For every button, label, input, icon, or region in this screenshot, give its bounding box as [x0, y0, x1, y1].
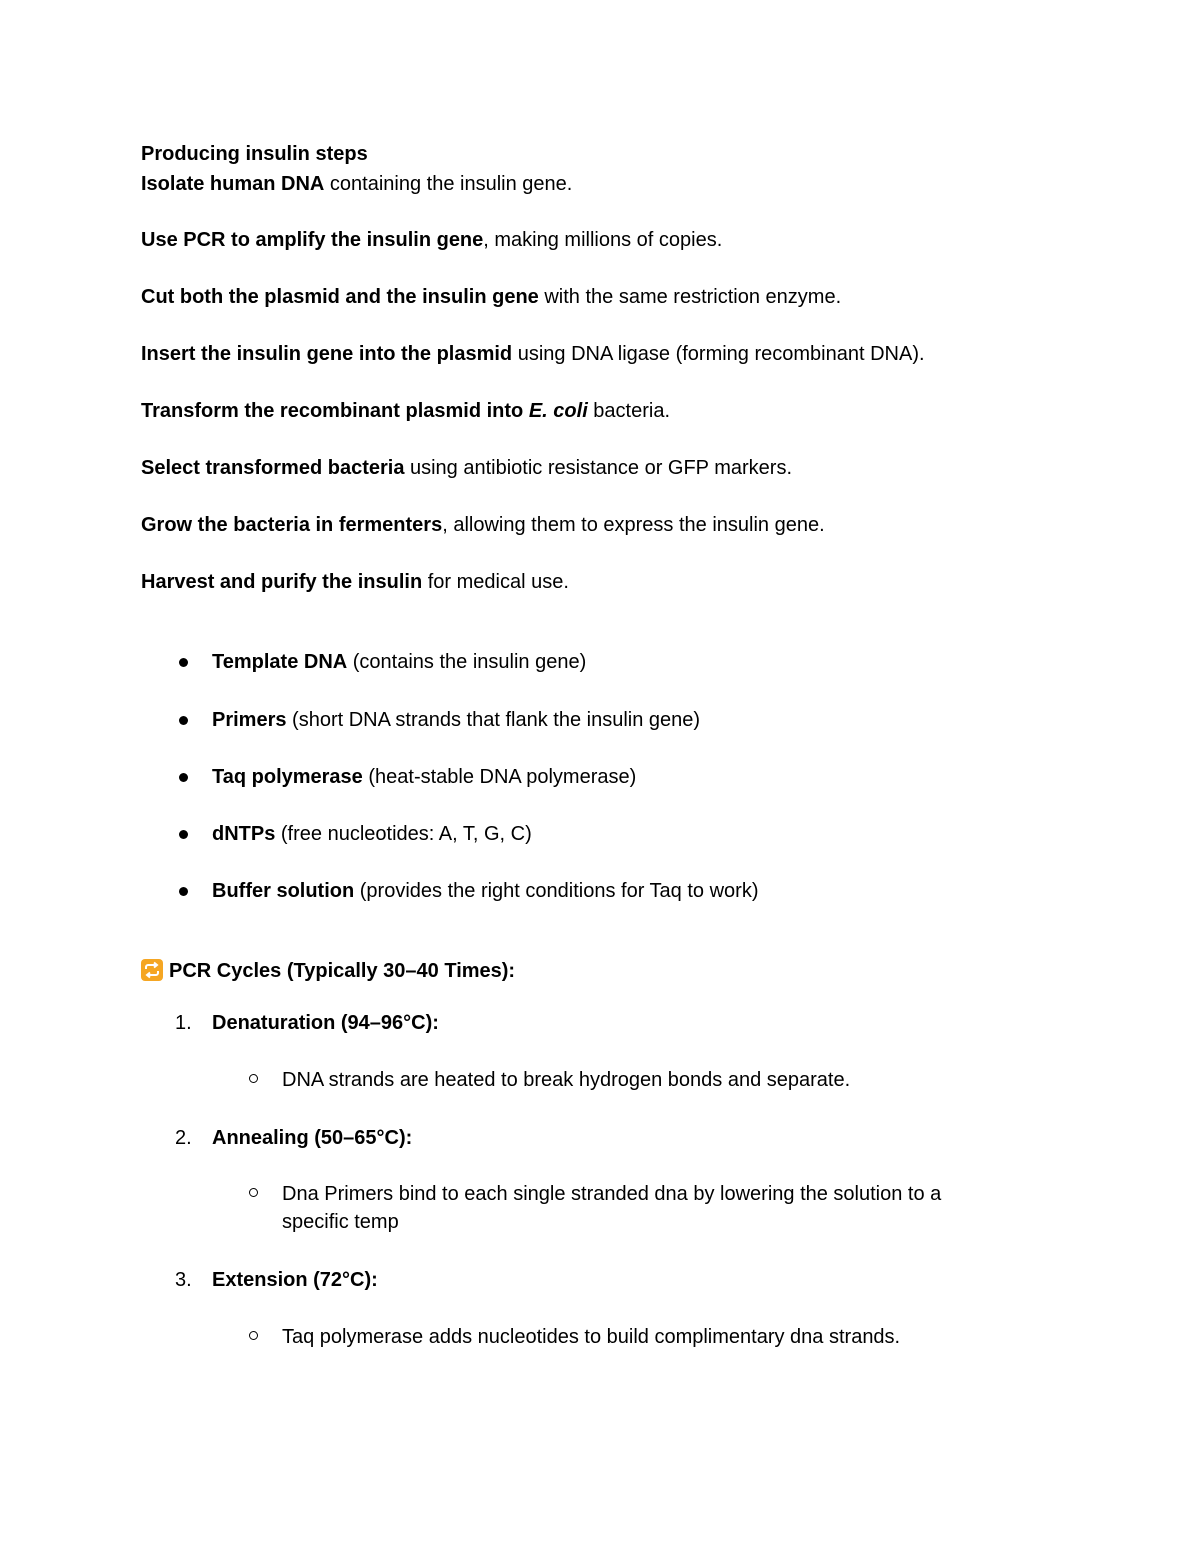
cycle-number: 1. — [175, 1012, 192, 1034]
cycle-detail-text: Taq polymerase adds nucleotides to build complimentary dna strands. — [282, 1326, 901, 1348]
hollow-bullet-icon — [249, 1331, 258, 1340]
bullet-dot-icon — [179, 773, 188, 782]
hollow-bullet-icon — [249, 1188, 258, 1197]
ingredient-text — [212, 650, 586, 674]
step-5-italic: E. coli — [528, 400, 588, 422]
ingredient-desc: (provides the right conditions for Taq to work) — [354, 880, 759, 902]
cycles-heading — [141, 959, 515, 983]
ingredient-name: Buffer solution — [212, 880, 355, 902]
cycle-title: Extension (72°C): — [212, 1269, 378, 1291]
cycle-detail — [141, 1180, 1041, 1236]
ingredient-desc: (short DNA strands that flank the insulin gene) — [286, 709, 701, 731]
cycle-number: 2. — [175, 1127, 192, 1149]
step-3-bold: Cut both the plasmid and the insulin gene — [141, 286, 539, 308]
step-6-rest: using antibiotic resistance or GFP markers. — [404, 457, 792, 479]
ingredient-text — [212, 822, 532, 846]
cycle-item — [141, 1011, 1041, 1035]
step-6 — [141, 456, 792, 480]
cycle-detail-text: DNA strands are heated to break hydrogen bonds and separate. — [282, 1069, 851, 1091]
bullet-dot-icon — [179, 716, 188, 725]
step-7-rest: , allowing them to express the insulin gene. — [442, 514, 825, 536]
cycle-item — [141, 1126, 1041, 1150]
step-6-bold: Select transformed bacteria — [141, 457, 405, 479]
step-8-rest: for medical use. — [422, 571, 569, 593]
repeat-icon — [141, 959, 163, 981]
step-4-rest: using DNA ligase (forming recombinant DNA). — [512, 343, 925, 365]
document-heading: Producing insulin steps — [141, 143, 368, 165]
cycle-title: Annealing (50–65°C): — [212, 1127, 413, 1149]
bullet-dot-icon — [179, 658, 188, 667]
ingredient-desc: (free nucleotides: A, T, G, C) — [275, 823, 532, 845]
step-8-bold: Harvest and purify the insulin — [141, 571, 423, 593]
bullet-dot-icon — [179, 887, 188, 896]
ingredient-desc: (heat-stable DNA polymerase) — [362, 766, 637, 788]
step-5-bold: Transform the recombinant plasmid into — [141, 400, 529, 422]
cycle-detail — [141, 1323, 1041, 1351]
step-3-rest: with the same restriction enzyme. — [538, 286, 842, 308]
ingredient-desc: (contains the insulin gene) — [347, 651, 587, 673]
bullet-dot-icon — [179, 830, 188, 839]
ingredient-text — [212, 708, 700, 732]
cycle-item — [141, 1268, 1041, 1292]
step-2 — [141, 228, 722, 252]
ingredient-name: dNTPs — [212, 823, 276, 845]
ingredient-text — [212, 879, 759, 903]
step-5-rest: bacteria. — [587, 400, 671, 422]
step-5 — [141, 399, 670, 423]
step-8 — [141, 570, 569, 594]
step-1-bold: Isolate human DNA — [141, 173, 325, 195]
step-1 — [141, 172, 572, 196]
ingredient-name: Primers — [212, 709, 287, 731]
step-7-bold: Grow the bacteria in fermenters — [141, 514, 443, 536]
step-1-rest: containing the insulin gene. — [324, 173, 573, 195]
step-2-bold: Use PCR to amplify the insulin gene — [141, 229, 484, 251]
step-7 — [141, 513, 825, 537]
cycle-title: Denaturation (94–96°C): — [212, 1012, 439, 1034]
step-2-rest: , making millions of copies. — [483, 229, 723, 251]
step-4-bold: Insert the insulin gene into the plasmid — [141, 343, 513, 365]
ingredient-name: Taq polymerase — [212, 766, 363, 788]
step-3 — [141, 285, 841, 309]
cycle-number: 3. — [175, 1269, 192, 1291]
cycles-heading-text: PCR Cycles (Typically 30–40 Times): — [169, 960, 516, 982]
cycle-detail — [141, 1066, 1041, 1094]
hollow-bullet-icon — [249, 1074, 258, 1083]
ingredient-name: Template DNA — [212, 651, 348, 673]
cycle-detail-text: Dna Primers bind to each single stranded dna by lowering the solution to a specific temp — [282, 1183, 942, 1233]
step-4 — [141, 342, 925, 366]
ingredient-text — [212, 765, 636, 789]
